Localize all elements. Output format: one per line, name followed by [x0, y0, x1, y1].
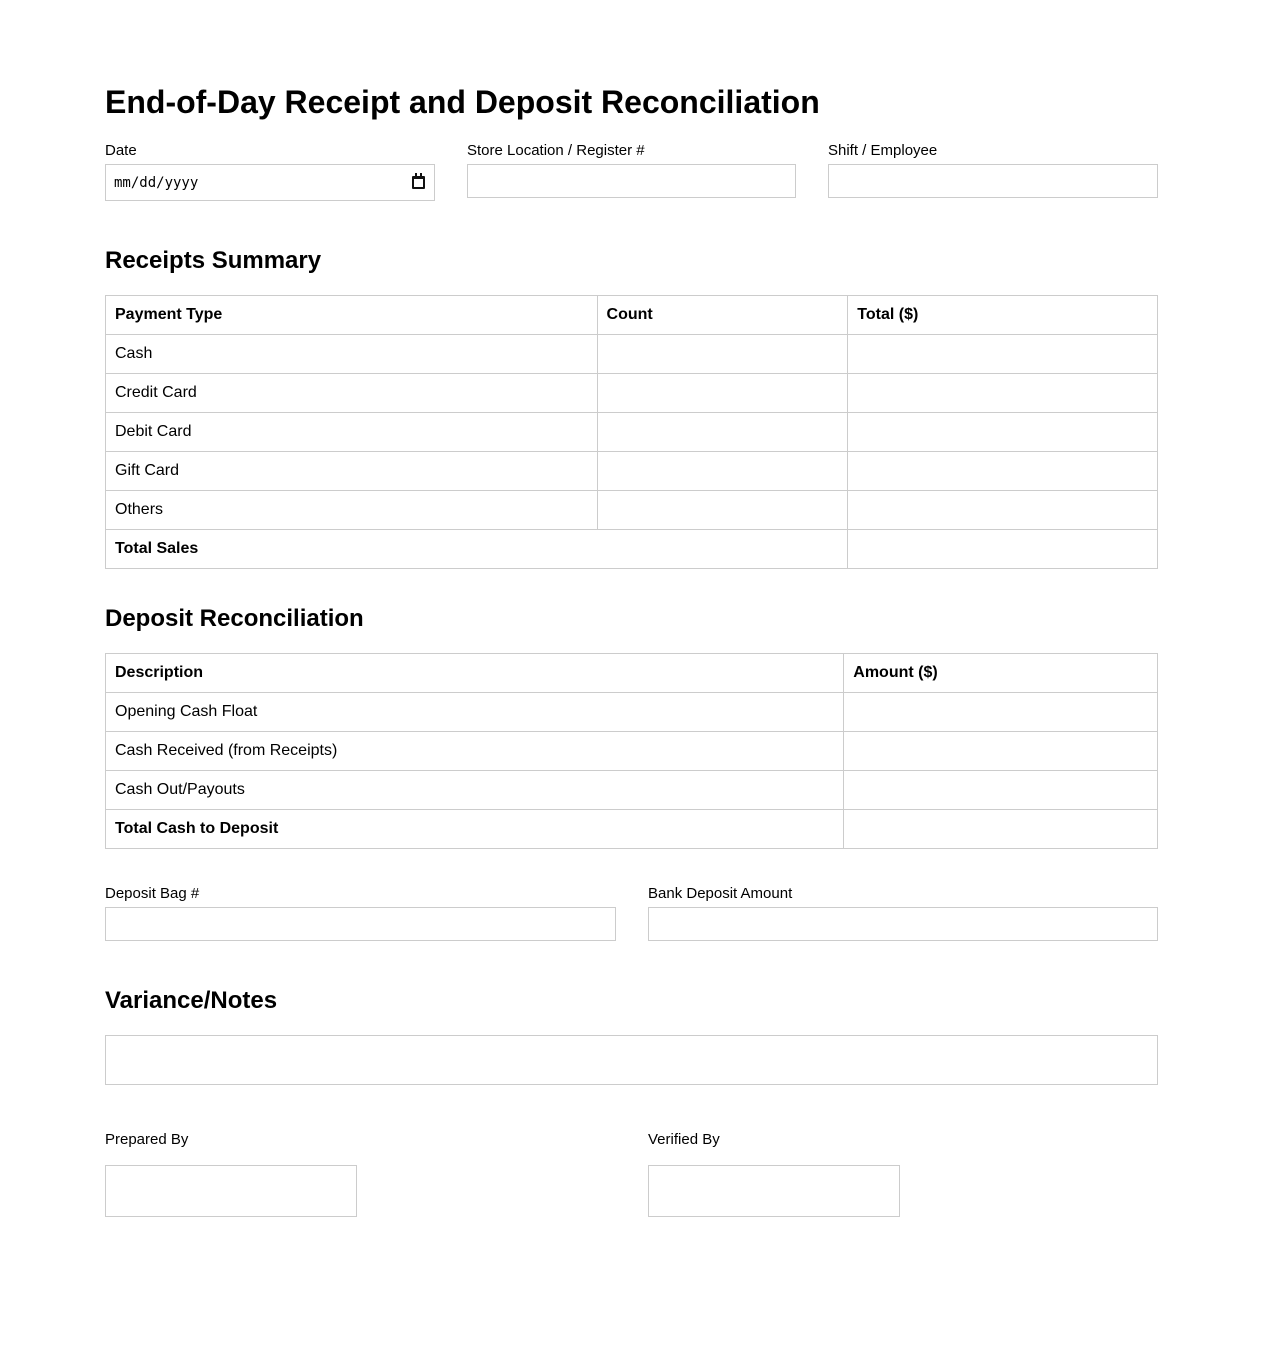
bank-deposit-label: Bank Deposit Amount [648, 885, 793, 902]
payment-type-cell: Debit Card [106, 413, 598, 452]
prepared-by-input[interactable] [105, 1165, 357, 1217]
count-cell[interactable] [597, 491, 848, 530]
total-cell[interactable] [848, 413, 1158, 452]
table-row [106, 413, 1158, 452]
description-cell: Opening Cash Float [106, 693, 844, 732]
deposit-header-row [106, 654, 1158, 693]
calendar-icon[interactable] [412, 176, 425, 189]
shift-employee-input[interactable] [828, 164, 1158, 198]
bank-deposit-amount-input[interactable] [648, 907, 1158, 941]
date-label: Date [105, 142, 137, 159]
count-cell[interactable] [597, 374, 848, 413]
shift-label: Shift / Employee [828, 142, 938, 159]
total-sales-label: Total Sales [106, 530, 848, 569]
variance-notes-textarea[interactable] [105, 1035, 1158, 1085]
column-header-payment-type: Payment Type [106, 296, 598, 335]
amount-cell[interactable] [844, 732, 1158, 771]
column-header-total: Total ($) [848, 296, 1158, 335]
store-register-input[interactable] [467, 164, 796, 198]
table-row [106, 452, 1158, 491]
receipts-table [105, 295, 1158, 569]
count-cell[interactable] [597, 335, 848, 374]
total-cell[interactable] [848, 335, 1158, 374]
table-row [106, 335, 1158, 374]
total-cash-label: Total Cash to Deposit [106, 810, 844, 849]
amount-cell[interactable] [844, 693, 1158, 732]
payment-type-cell: Gift Card [106, 452, 598, 491]
table-row [106, 491, 1158, 530]
payment-type-cell: Others [106, 491, 598, 530]
deposit-heading: Deposit Reconciliation [105, 605, 364, 632]
date-placeholder: mm/dd/yyyy [114, 174, 199, 191]
table-row [106, 374, 1158, 413]
store-label: Store Location / Register # [467, 142, 645, 159]
notes-heading: Variance/Notes [105, 987, 278, 1014]
total-cell[interactable] [848, 374, 1158, 413]
column-header-amount: Amount ($) [844, 654, 1158, 693]
receipts-header-row [106, 296, 1158, 335]
verified-by-label: Verified By [648, 1131, 720, 1148]
total-cell[interactable] [848, 452, 1158, 491]
date-input[interactable] [105, 164, 435, 201]
total-cash-value[interactable] [844, 810, 1158, 849]
column-header-description: Description [106, 654, 844, 693]
payment-type-cell: Cash [106, 335, 598, 374]
table-row [106, 693, 1158, 732]
amount-cell[interactable] [844, 771, 1158, 810]
deposit-table [105, 653, 1158, 849]
total-sales-row [106, 530, 1158, 569]
count-cell[interactable] [597, 413, 848, 452]
total-sales-value[interactable] [848, 530, 1158, 569]
page-title: End-of-Day Receipt and Deposit Reconciliation [105, 84, 820, 120]
payment-type-cell: Credit Card [106, 374, 598, 413]
prepared-by-label: Prepared By [105, 1131, 189, 1148]
total-cash-row [106, 810, 1158, 849]
total-cell[interactable] [848, 491, 1158, 530]
description-cell: Cash Received (from Receipts) [106, 732, 844, 771]
table-row [106, 732, 1158, 771]
table-row [106, 771, 1158, 810]
deposit-bag-input[interactable] [105, 907, 616, 941]
column-header-count: Count [597, 296, 848, 335]
receipts-heading: Receipts Summary [105, 247, 322, 274]
deposit-bag-label: Deposit Bag # [105, 885, 200, 902]
count-cell[interactable] [597, 452, 848, 491]
verified-by-input[interactable] [648, 1165, 900, 1217]
description-cell: Cash Out/Payouts [106, 771, 844, 810]
